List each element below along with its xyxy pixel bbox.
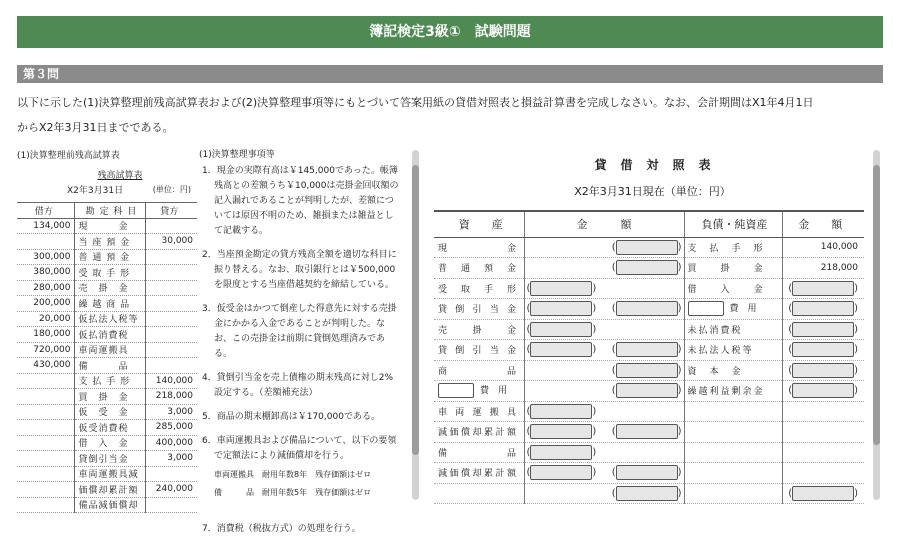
bracket: ) (592, 282, 597, 294)
answer-input[interactable] (530, 445, 592, 460)
account-label: 減価償却累計額 (438, 469, 518, 480)
bracket: ) (854, 344, 858, 356)
bs-asset-amount-cell (524, 278, 684, 299)
bracket: ( (526, 303, 531, 314)
left-amount-group (527, 342, 597, 357)
bs-asset-cell (434, 278, 524, 299)
bracket: ) (677, 467, 682, 478)
left-amount-group (527, 445, 597, 460)
tb-debit-cell (17, 404, 74, 420)
tb-credit-cell: 3,000 (167, 406, 193, 417)
account-label: 費 用 (729, 304, 757, 315)
adjustment-item: 2．当座預金勘定の貸方残高全額を適切な科目に振り替える。なお、取引銀行とは￥500,000を限度とする当座借越契約を締結している。 (202, 250, 397, 290)
balance-sheet-scrollbar-thumb[interactable] (873, 165, 880, 445)
tb-debit-cell (17, 466, 74, 482)
account-label: 売 掛 金 (438, 325, 518, 336)
tb-account-cell: 支 払 手 形 (74, 373, 145, 389)
tb-header-account: 勘 定 科 目 (74, 203, 145, 219)
left-amount-group (527, 465, 597, 480)
tb-account-cell: 仮払法人税等 (74, 311, 145, 327)
tb-account-cell: 仮 受 金 (74, 404, 145, 420)
bracket: ( (611, 467, 616, 478)
bracket: ( (788, 344, 793, 356)
table-row (434, 340, 864, 361)
tb-debit-cell (17, 497, 74, 513)
tb-credit-cell (145, 311, 197, 327)
bs-liability-cell (684, 278, 782, 299)
bracket: ( (611, 241, 616, 253)
bracket: ) (592, 405, 597, 417)
tb-credit-cell: 218,000 (155, 391, 193, 402)
tb-credit-cell (145, 296, 197, 312)
tb-debit-cell (17, 435, 74, 451)
left-amount-group (527, 281, 597, 296)
account-label: 買 掛 金 (687, 264, 765, 275)
right-amount-group (612, 424, 682, 439)
bracket: ( (788, 364, 793, 376)
table-row (434, 463, 864, 484)
tb-credit-cell (145, 280, 197, 296)
table-row (17, 342, 197, 358)
answer-input[interactable] (530, 281, 592, 296)
trial-balance-title: 残高試算表 (97, 171, 143, 181)
tb-credit-cell: 285,000 (155, 422, 193, 433)
bracket: ) (677, 303, 682, 314)
bracket: ( (526, 323, 531, 335)
bracket: ( (611, 385, 616, 396)
tb-header-debit: 借方 (17, 203, 74, 219)
bracket: ) (854, 385, 858, 397)
answer-input[interactable] (530, 424, 592, 439)
answer-input[interactable] (616, 240, 678, 255)
tb-credit-cell (145, 265, 197, 281)
depreciation-rule: 備 品 耐用年数5年 残存価額はゼロ (214, 488, 372, 497)
right-amount-group (612, 465, 682, 480)
tb-account-cell: 仮払消費税 (74, 327, 145, 343)
bs-liability-cell (684, 319, 782, 340)
tb-debit-cell (17, 234, 74, 250)
table-row (17, 311, 197, 327)
tb-debit-cell: 430,000 (17, 358, 74, 374)
account-label: 現 金 (438, 243, 518, 254)
table-row (434, 278, 864, 299)
tb-debit-cell: 380,000 (17, 265, 74, 281)
adjustment-item: 3．仮受金はかつて倒産した得意先に対する売掛金にかかる入金であることが判明した。なお、この売掛金は前期に貸倒処理済みである。 (202, 304, 397, 359)
bs-liability-amount-cell (782, 258, 864, 279)
bracket: ) (677, 487, 682, 499)
bs-asset-cell (434, 340, 524, 361)
table-row (17, 218, 197, 234)
bracket: ) (592, 323, 597, 335)
bs-asset-amount-cell (524, 299, 684, 320)
bs-asset-amount-cell (524, 422, 684, 443)
bracket: ) (677, 262, 682, 273)
bracket: ( (611, 487, 616, 499)
table-row (434, 401, 864, 422)
adjustments-scrollbar-thumb[interactable] (412, 165, 419, 455)
account-label: 費 用 (480, 386, 508, 397)
bs-liability-amount-cell (782, 360, 864, 381)
table-row (17, 389, 197, 405)
right-amount-group (612, 363, 682, 378)
answer-input[interactable] (792, 281, 854, 296)
table-row (434, 258, 864, 279)
bs-liability-cell (684, 258, 782, 279)
table-row (434, 360, 864, 381)
bracket: ) (854, 323, 858, 335)
balance-sheet-table (434, 210, 864, 504)
bs-asset-cell (434, 258, 524, 279)
account-label: 商 品 (438, 366, 518, 377)
tb-account-cell: 普 通 預 金 (74, 249, 145, 265)
tb-credit-cell (145, 249, 197, 265)
answer-input[interactable] (616, 383, 678, 398)
account-label: 受 取 手 形 (438, 284, 518, 295)
bracket: ) (677, 344, 682, 355)
trial-balance-panel (17, 148, 197, 512)
answer-input[interactable] (530, 301, 592, 316)
bs-asset-amount-cell (524, 237, 684, 258)
table-row (434, 299, 864, 320)
tb-credit-cell (145, 466, 197, 482)
bs-asset-amount-cell (524, 258, 684, 279)
tb-debit-cell: 720,000 (17, 342, 74, 358)
account-label: 資 本 金 (687, 366, 743, 377)
bs-liability-amount-cell (782, 299, 864, 320)
tb-credit-cell (145, 327, 197, 343)
tb-debit-cell: 20,000 (17, 311, 74, 327)
bracket: ) (592, 446, 597, 458)
bs-asset-cell (434, 401, 524, 422)
bs-asset-amount-cell (524, 381, 684, 402)
adjustments-panel[interactable] (199, 148, 414, 534)
tb-credit-cell (145, 497, 197, 513)
account-label: 貸倒引当金 (438, 305, 518, 316)
bs-liability-cell (684, 442, 782, 463)
right-amount-group (612, 342, 682, 357)
table-row (17, 327, 197, 343)
bs-asset-cell (434, 381, 524, 402)
tb-account-cell: 仮受消費税 (74, 420, 145, 436)
bracket: ) (677, 385, 682, 396)
answer-input[interactable] (616, 260, 678, 275)
table-row (17, 482, 197, 498)
tb-credit-cell: 240,000 (155, 484, 193, 495)
table-row (17, 296, 197, 312)
bracket: ( (526, 282, 531, 294)
tb-credit-cell: 140,000 (155, 375, 193, 386)
answer-input[interactable] (792, 322, 854, 337)
bracket: ) (592, 467, 597, 478)
tb-account-cell: 当 座 預 金 (74, 234, 145, 250)
tb-credit-cell (145, 342, 197, 358)
tb-debit-cell (17, 389, 74, 405)
account-name-input[interactable] (438, 383, 474, 398)
table-row (17, 249, 197, 265)
liability-amount-group (788, 304, 858, 314)
bs-liability-cell (684, 237, 782, 258)
tb-account-cell: 借 入 金 (74, 435, 145, 451)
bs-liability-amount-cell (782, 442, 864, 463)
bracket: ) (854, 487, 858, 499)
bs-liability-cell (684, 381, 782, 402)
left-amount-group (527, 322, 597, 337)
answer-input[interactable] (616, 424, 678, 439)
tb-account-cell: 売 掛 金 (74, 280, 145, 296)
answer-input[interactable] (616, 486, 678, 501)
account-name-input[interactable] (688, 301, 724, 316)
table-row (434, 483, 864, 504)
tb-account-cell: 繰 越 商 品 (74, 296, 145, 312)
answer-input[interactable] (530, 404, 592, 419)
answer-input[interactable] (792, 486, 854, 501)
adjustment-item: 1．現金の実際有高は￥145,000であった。帳簿残高との差額うち￥10,000は売掛金回収額の記入漏れであることが判明したが、差額については原因不明のため、雑損または雑益として記載する。 (202, 166, 399, 236)
adjustment-item: 6．車両運搬具および備品について、以下の要領で定額法により減価償却を行う。 (202, 436, 397, 461)
bracket: ( (788, 282, 793, 294)
right-amount-group (612, 486, 682, 501)
table-row (17, 451, 197, 467)
tb-credit-cell: 3,000 (167, 453, 193, 464)
bs-header-amount: 金 額 (524, 211, 684, 237)
bs-asset-cell (434, 442, 524, 463)
bs-asset-amount-cell (524, 463, 684, 484)
bracket: ) (592, 344, 597, 355)
answer-input[interactable] (530, 465, 592, 480)
left-amount-group (527, 301, 597, 316)
tb-debit-cell (17, 482, 74, 498)
bs-asset-amount-cell (524, 442, 684, 463)
bracket: ( (788, 487, 793, 499)
bs-liability-amount-cell (782, 463, 864, 484)
depreciation-rule: 車両運搬具 耐用年数8年 残存価額はゼロ (214, 470, 372, 479)
tb-credit-cell: 30,000 (161, 236, 193, 247)
account-label: 車両運搬具 (438, 407, 518, 418)
tb-debit-cell: 134,000 (17, 218, 74, 234)
adjustment-item: 5．商品の期末棚卸高は￥170,000である。 (202, 412, 380, 422)
bs-asset-cell (434, 360, 524, 381)
account-label: 普 通 預 金 (438, 264, 518, 275)
bs-header-amount-right: 金 額 (782, 211, 864, 237)
tb-debit-cell: 300,000 (17, 249, 74, 265)
table-row (17, 234, 197, 250)
account-label: 減価償却累計額 (438, 428, 518, 439)
bs-asset-cell (434, 422, 524, 443)
bracket: ( (526, 446, 531, 458)
bs-liability-amount-cell (782, 483, 864, 504)
tb-debit-cell (17, 420, 74, 436)
bs-asset-amount-cell (524, 401, 684, 422)
bs-liability-amount-cell (782, 237, 864, 258)
bs-liability-cell (684, 360, 782, 381)
left-amount-group (527, 404, 597, 419)
adjustment-item: 7．消費税（税抜方式）の処理を行う。 (202, 524, 361, 534)
bs-asset-cell (434, 463, 524, 484)
account-label: 繰越利益剰余金 (687, 387, 765, 398)
answer-input[interactable] (792, 342, 854, 357)
bracket: ( (526, 426, 531, 437)
bracket: ) (854, 282, 858, 294)
table-row (434, 442, 864, 463)
answer-input[interactable] (792, 301, 854, 316)
bracket: ) (677, 364, 682, 376)
bs-asset-amount-cell (524, 483, 684, 504)
balance-sheet-title: 貸借対照表 (594, 158, 725, 172)
tb-debit-cell (17, 451, 74, 467)
bs-header-assets: 資 産 (434, 211, 524, 237)
account-label: 借 入 金 (687, 284, 765, 295)
amount-value: 218,000 (820, 262, 858, 273)
adjustment-item: 4．貸倒引当金を売上債権の期末残高に対し2%設定する。（差額補充法） (202, 373, 394, 398)
tb-account-cell: 受 取 手 形 (74, 265, 145, 281)
bs-asset-amount-cell (524, 360, 684, 381)
table-row (17, 404, 197, 420)
table-row (17, 420, 197, 436)
bs-liability-amount-cell (782, 278, 864, 299)
account-label: 貸倒引当金 (438, 346, 518, 357)
liability-amount-group (788, 489, 858, 499)
bracket: ( (526, 344, 531, 355)
tb-debit-cell: 180,000 (17, 327, 74, 343)
tb-debit-cell: 280,000 (17, 280, 74, 296)
account-label: 支 払 手 形 (687, 243, 765, 254)
trial-balance-table (17, 202, 197, 513)
answer-input[interactable] (530, 322, 592, 337)
bs-liability-amount-cell (782, 340, 864, 361)
right-amount-group (612, 260, 682, 275)
tb-account-cell: 現 金 (74, 218, 145, 234)
tb-account-cell: 備 品 (74, 358, 145, 374)
bracket: ) (677, 426, 682, 437)
answer-input[interactable] (616, 301, 678, 316)
trial-balance-date: X2年3月31日 (67, 186, 124, 196)
tb-account-cell: 備品減価償却 (74, 497, 145, 513)
bs-liability-cell (684, 299, 782, 320)
table-row (17, 280, 197, 296)
answer-input[interactable] (530, 342, 592, 357)
bs-liability-amount-cell (782, 381, 864, 402)
intro-line-1: 以下に示した(1)決算整理前残高試算表および(2)決算整理事項等にもとづいて答案用紙の貸借対照表と損益計算書を完成しなさい。なお、会計期間はX1年4月1日 (17, 96, 814, 109)
account-label: 備 品 (438, 448, 518, 459)
bs-liability-cell (684, 401, 782, 422)
liability-amount-group (788, 366, 858, 376)
bracket: ( (611, 303, 616, 314)
bs-asset-cell (434, 237, 524, 258)
liability-amount-group (788, 325, 858, 335)
tb-debit-cell (17, 373, 74, 389)
table-row (17, 497, 197, 513)
bracket: ) (592, 303, 597, 314)
balance-sheet-subtitle: X2年3月31日現在（単位：円） (574, 185, 731, 198)
bs-liability-amount-cell (782, 401, 864, 422)
bs-liability-cell (684, 340, 782, 361)
bs-liability-cell (684, 483, 782, 504)
trial-balance-caption: (1)決算整理前残高試算表 (17, 151, 120, 161)
liability-amount-group (788, 345, 858, 355)
answer-input[interactable] (616, 342, 678, 357)
table-row (17, 265, 197, 281)
right-amount-group (612, 240, 682, 255)
page-title: 簿記検定3級① 試験問題 (17, 16, 883, 48)
answer-input[interactable] (792, 363, 854, 378)
left-amount-group (527, 424, 597, 439)
tb-account-cell: 車両運搬具減 (74, 466, 145, 482)
bs-header-liabilities: 負債・純資産 (684, 211, 782, 237)
bracket: ) (677, 241, 682, 253)
tb-account-cell: 貸倒引当金 (74, 451, 145, 467)
bs-asset-amount-cell (524, 319, 684, 340)
tb-debit-cell: 200,000 (17, 296, 74, 312)
bs-asset-cell (434, 483, 524, 504)
right-amount-group (612, 383, 682, 398)
liability-amount-group (788, 284, 858, 294)
question-intro (17, 90, 883, 140)
bs-liability-cell (684, 463, 782, 484)
answer-input[interactable] (792, 383, 854, 398)
tb-account-cell: 買 掛 金 (74, 389, 145, 405)
right-amount-group (612, 301, 682, 316)
bracket: ) (854, 364, 858, 376)
bracket: ( (526, 405, 531, 417)
answer-input[interactable] (616, 465, 678, 480)
adjustments-caption: (1)決算整理事項等 (199, 150, 275, 160)
tb-credit-cell (145, 358, 197, 374)
bracket: ( (611, 364, 616, 376)
bracket: ( (526, 467, 531, 478)
bs-asset-cell (434, 319, 524, 340)
table-row (434, 319, 864, 340)
table-row (17, 466, 197, 482)
bs-liability-cell (684, 422, 782, 443)
table-row (434, 237, 864, 258)
table-row (434, 422, 864, 443)
amount-value: 140,000 (820, 242, 858, 253)
intro-line-2: からX2年3月31日までである。 (17, 121, 174, 134)
account-label: 未払消費税 (687, 325, 743, 336)
liability-amount-group (788, 386, 858, 396)
bracket: ) (592, 426, 597, 437)
tb-account-cell: 価償却累計額 (74, 482, 145, 498)
bs-asset-cell (434, 299, 524, 320)
account-label: 未払法人税等 (687, 346, 754, 357)
bracket: ( (788, 323, 793, 335)
tb-credit-cell: 400,000 (155, 437, 193, 448)
tb-account-cell: 車両運搬具 (74, 342, 145, 358)
bs-liability-amount-cell (782, 319, 864, 340)
bs-asset-amount-cell (524, 340, 684, 361)
trial-balance-unit: (単位：円) (152, 185, 191, 194)
tb-header-credit: 貸方 (160, 206, 179, 217)
bracket: ( (611, 426, 616, 437)
bs-liability-amount-cell (782, 422, 864, 443)
table-row (434, 381, 864, 402)
table-row (17, 358, 197, 374)
answer-input[interactable] (616, 363, 678, 378)
bracket: ) (854, 303, 858, 315)
bracket: ( (611, 344, 616, 355)
table-row (17, 435, 197, 451)
tb-credit-cell (145, 218, 197, 234)
bracket: ( (611, 262, 616, 273)
bracket: ( (788, 385, 793, 397)
table-row (17, 373, 197, 389)
question-label: 第３問 (17, 65, 883, 83)
balance-sheet-panel (425, 148, 880, 500)
bracket: ( (788, 303, 793, 315)
